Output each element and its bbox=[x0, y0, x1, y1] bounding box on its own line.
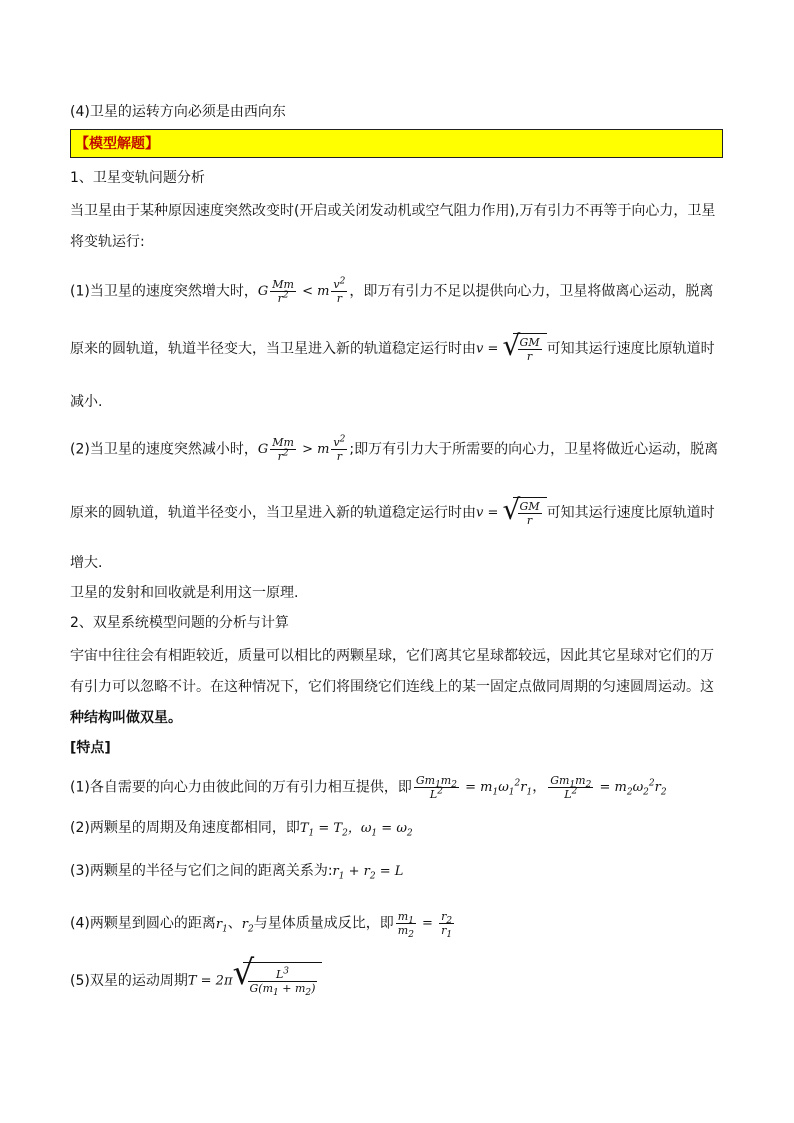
features-title: [特点] bbox=[70, 740, 111, 756]
case-1-text-d: 可知其运行速度比原轨道时 bbox=[546, 340, 715, 357]
feature-2-text: (2)两颗星的周期及角速度都相同，即 bbox=[70, 820, 300, 836]
section-2-para-line-3: 种结构叫做双星。 bbox=[70, 710, 182, 726]
case-1-text-a: (1)当卫星的速度突然增大时， bbox=[70, 283, 258, 300]
case-1-line-2 bbox=[70, 329, 715, 365]
case-2-formula: G $\frac{Mm}{r^2}$ > m $\frac{v^2}{r}$ bbox=[257, 433, 346, 463]
case-2-text-e: 增大. bbox=[70, 555, 103, 571]
feature-4-radii: $r_1$ bbox=[215, 916, 228, 935]
orbital-velocity-formula-1: v = √ $\frac{GM}{r}$ bbox=[476, 333, 547, 365]
section-2-para-line-1: 宇宙中往往会有相距较近，质量可以相比的两颗星球，它们离其它星球都较远，因此其它星球对它们的万 bbox=[70, 648, 714, 664]
section-1-intro-line-2: 将变轨运行: bbox=[70, 234, 145, 250]
case-2-text-d: 可知其运行速度比原轨道时 bbox=[546, 504, 715, 521]
orbital-velocity-formula-2: v = √ $\frac{GM}{r}$ bbox=[476, 497, 547, 529]
case-2-line bbox=[70, 434, 718, 465]
feature-5-line bbox=[70, 953, 322, 1000]
section-1-intro-line-1: 当卫星由于某种原因速度突然改变时(开启或关闭发动机或空气阻力作用),万有引力不再等于向心力，卫星 bbox=[70, 203, 716, 219]
case-2-text-b: ;即万有引力大于所需要的向心力，卫星将做近心运动，脱离 bbox=[349, 441, 719, 458]
case-1-text-c: 原来的圆轨道，轨道半径变大，当卫星进入新的轨道稳定运行时由 bbox=[70, 340, 476, 357]
case-2-line-2 bbox=[70, 493, 715, 529]
feature-4-text: (4)两颗星到圆心的距离 bbox=[70, 915, 216, 932]
feature-1-text: (1)各自需要的向心力由彼此间的万有引力相互提供，即 bbox=[70, 779, 412, 796]
feature-2-formula: $T_1 = T_2$，$\omega_1 = \omega_2$ bbox=[299, 821, 413, 839]
feature-3-formula: $r_1 + r_2 = L$ bbox=[332, 864, 404, 882]
feature-4-formula: $\frac{m_1}{m_2}$ = $\frac{r_2}{r_1}$ bbox=[397, 909, 453, 940]
case-1-formula: G $\frac{Mm}{r^2}$ < m $\frac{v^2}{r}$ bbox=[257, 275, 346, 305]
feature-5-formula: T = 2π √ $\frac{L^3}{G(m_1 + m_2)}$ bbox=[188, 962, 323, 1000]
feature-4-line: (4)两颗星到圆心的距离$r_1$、$r_2$与星体质量成反比，即 $\frac{m_1}{m_2}$ = $\frac{r_2}{r_1}$ bbox=[70, 908, 456, 940]
feature-3-line bbox=[70, 861, 403, 882]
case-1-text-b: ，即万有引力不足以提供向心力，卫星将做离心运动，脱离 bbox=[349, 283, 714, 300]
feature-1-formula: $\frac{Gm_1m_2}{L^2}$ = $m_1\omega_1^2r_1$， $\frac{Gm_1m_2}{L^2}$ = $m_2\omega_2^2r_2$ bbox=[415, 773, 667, 801]
item-4-direction: (4)卫星的运转方向必须是由西向东 bbox=[70, 104, 286, 120]
section-2-para-line-2: 有引力可以忽略不计。在这种情况下，它们将围绕它们连线上的某一固定点做同周期的匀速圆周运动。这 bbox=[70, 679, 714, 695]
case-1-line bbox=[70, 276, 713, 307]
feature-2-line bbox=[70, 818, 413, 839]
feature-1-line bbox=[70, 772, 667, 803]
case-2-text-a: (2)当卫星的速度突然减小时， bbox=[70, 441, 258, 458]
feature-4-text-mid: 与星体质量成反比，即 bbox=[253, 915, 394, 932]
model-solution-banner bbox=[70, 129, 723, 158]
case-1-text-e: 减小. bbox=[70, 394, 103, 410]
feature-5-text: (5)双星的运动周期 bbox=[70, 972, 188, 989]
section-2-title: 2、双星系统模型问题的分析与计算 bbox=[70, 615, 289, 631]
principle-text: 卫星的发射和回收就是利用这一原理. bbox=[70, 585, 299, 601]
banner-title: 【模型解题】 bbox=[75, 136, 159, 152]
feature-3-text: (3)两颗星的半径与它们之间的距离关系为: bbox=[70, 863, 333, 879]
case-2-text-c: 原来的圆轨道，轨道半径变小，当卫星进入新的轨道稳定运行时由 bbox=[70, 504, 476, 521]
section-1-title: 1、卫星变轨问题分析 bbox=[70, 170, 205, 186]
